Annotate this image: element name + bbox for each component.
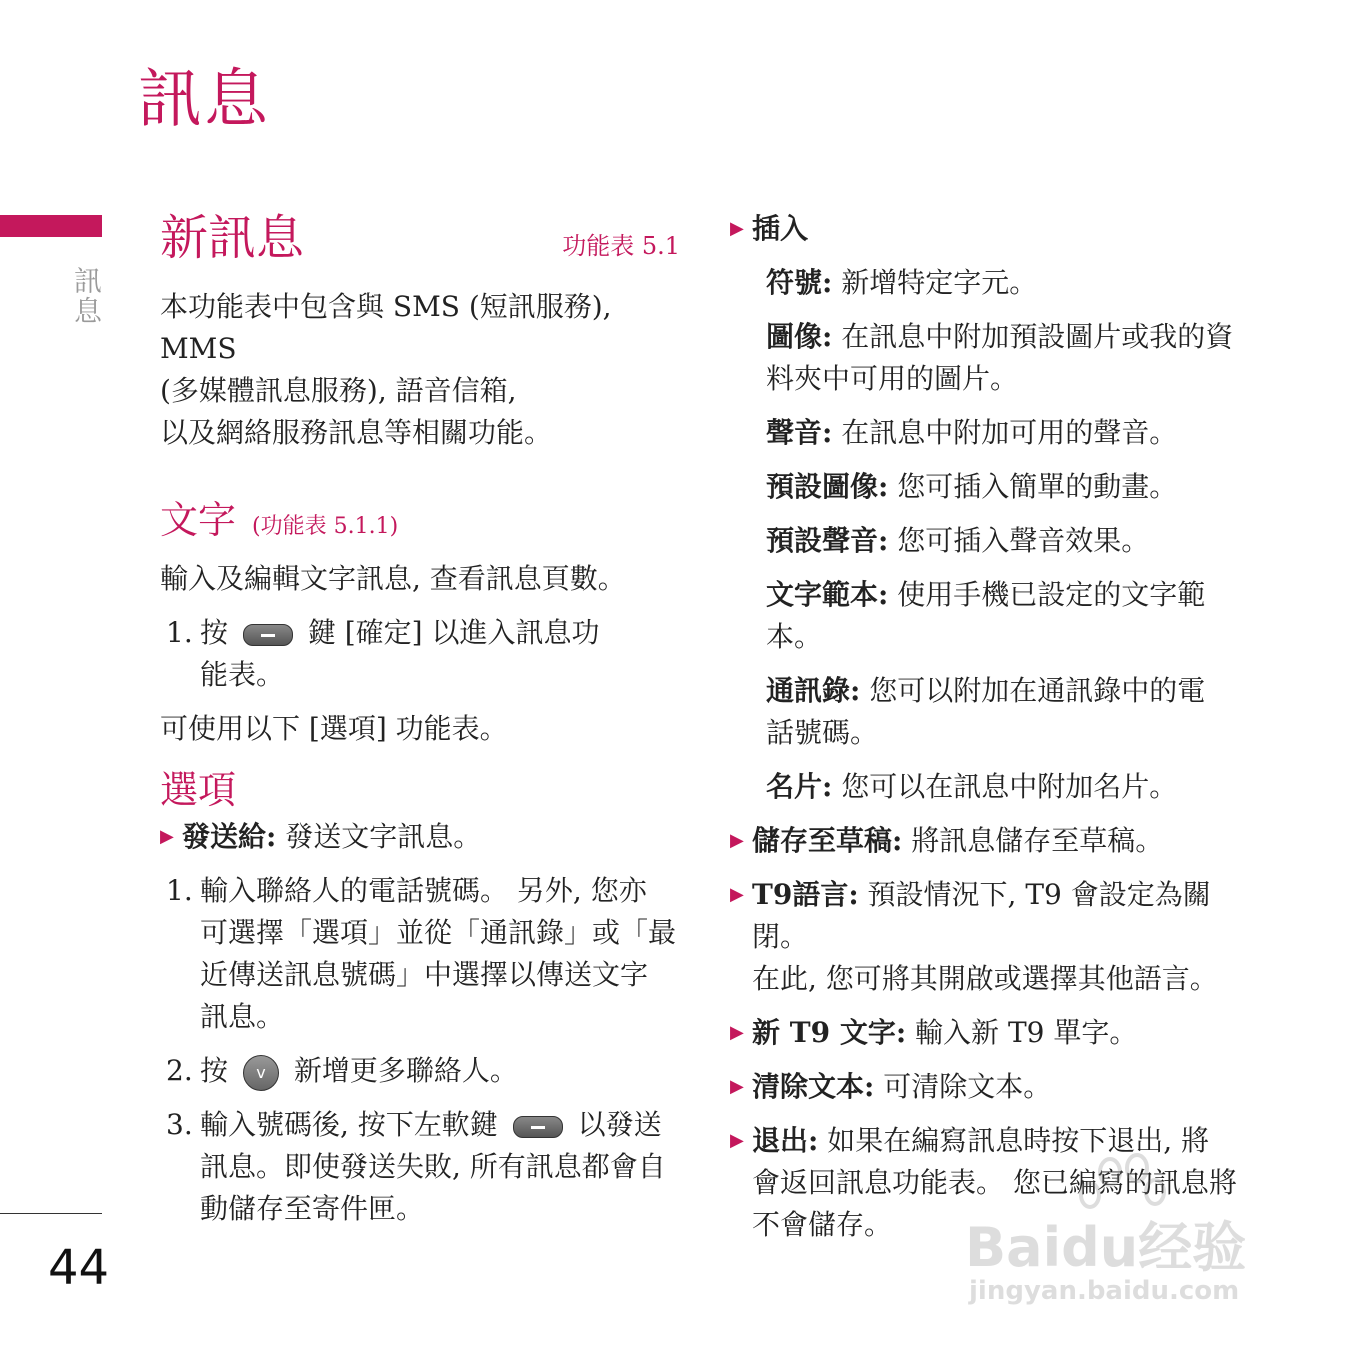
intro-line: (多媒體訊息服務), 語音信箱, [160, 374, 517, 407]
insert-text: 在訊息中附加可用的聲音。 [832, 416, 1178, 449]
page-number: 44 [48, 1240, 110, 1296]
watermark-url: jingyan.baidu.com [969, 1276, 1240, 1306]
option-label: T9語言: [752, 878, 859, 911]
step-text: 新增更多聯絡人。 [293, 1054, 518, 1087]
option-text: 預設情況下, T9 會設定為關閉。 [752, 878, 1211, 953]
insert-text: 使用手機已設定的文字範 [888, 578, 1206, 611]
insert-label: 名片: [766, 770, 833, 803]
side-section-label: 訊息 [70, 266, 103, 326]
step-item [160, 612, 680, 696]
triangle-bullet-icon: ▶ [730, 884, 744, 905]
option-label: 儲存至草稿: [752, 824, 903, 857]
triangle-bullet-icon: ▶ [730, 830, 744, 851]
insert-label: 文字範本: [766, 578, 889, 611]
insert-subitem [766, 574, 1260, 658]
step-text: 近傳送訊息號碼」中選擇以傳送文字 [200, 958, 649, 991]
insert-text: 本。 [766, 620, 823, 653]
section-menu-ref: 功能表 5.1 [562, 232, 680, 260]
triangle-bullet-icon: ▶ [160, 826, 174, 847]
section-heading [160, 208, 680, 268]
intro-line: 本功能表中包含與 SMS (短訊服務), MMS [160, 290, 612, 365]
page-title: 訊息 [138, 63, 270, 137]
insert-label: 圖像: [766, 320, 833, 353]
step-number: 1. [166, 874, 193, 907]
step-text: 可選擇「選項」並從「通訊錄」或「最 [200, 916, 677, 949]
step-number: 3. [166, 1108, 193, 1141]
step-number: 2. [166, 1054, 193, 1087]
triangle-bullet-icon: ▶ [730, 218, 744, 239]
insert-label: 聲音: [766, 416, 833, 449]
option-text: 發送文字訊息。 [276, 820, 482, 853]
step-text: 輸入號碼後, 按下左軟鍵 [200, 1108, 498, 1141]
step-text: 訊息。即使發送失敗, 所有訊息都會自 [200, 1150, 666, 1183]
insert-text: 在訊息中附加預設圖片或我的資 [832, 320, 1234, 353]
insert-text: 您可插入聲音效果。 [888, 524, 1150, 557]
insert-subitem [766, 520, 1260, 562]
baidu-jingyan-watermark [965, 1150, 1285, 1310]
step-item [160, 1104, 680, 1230]
insert-subitem [766, 466, 1260, 508]
insert-text: 您可插入簡單的動畫。 [888, 470, 1178, 503]
subsection-heading [160, 494, 680, 546]
step-text: 按 [200, 616, 229, 649]
insert-text: 您可以附加在通訊錄中的電 [860, 674, 1206, 707]
option-item [730, 208, 1260, 250]
option-label: 清除文本: [752, 1070, 875, 1103]
nav-down-key-icon: v [243, 1055, 279, 1091]
insert-label: 預設聲音: [766, 524, 889, 557]
step-text: 能表。 [200, 658, 285, 691]
option-text: 輸入新 T9 單字。 [906, 1016, 1138, 1049]
intro-line: 以及網絡服務訊息等相關功能。 [160, 416, 553, 449]
left-soft-key-icon [243, 624, 293, 646]
option-item [730, 820, 1260, 862]
insert-subitem [766, 412, 1260, 454]
step-text: 動儲存至寄件匣。 [200, 1192, 425, 1225]
watermark-brand: Bai [965, 1216, 1062, 1279]
step-item [160, 870, 680, 1038]
insert-subitem [766, 766, 1260, 808]
option-label: 插入 [752, 212, 809, 245]
watermark-brand: 经验 [1138, 1216, 1247, 1279]
insert-subitem [766, 316, 1260, 400]
insert-subitem [766, 670, 1260, 754]
option-text: 將訊息儲存至草稿。 [902, 824, 1164, 857]
step-text: 鍵 [確定] 以進入訊息功 [307, 616, 600, 649]
insert-label: 預設圖像: [766, 470, 889, 503]
page-number-divider [0, 1213, 102, 1214]
option-text: 在此, 您可將其開啟或選擇其他語言。 [752, 962, 1218, 995]
triangle-bullet-icon: ▶ [730, 1130, 744, 1151]
option-text: 會返回訊息功能表。 您已編寫的訊息將 [752, 1166, 1237, 1199]
insert-text: 新增特定字元。 [832, 266, 1038, 299]
option-item [730, 1012, 1260, 1054]
insert-label: 通訊錄: [766, 674, 861, 707]
option-item [730, 874, 1260, 1000]
subsection-description: 輸入及編輯文字訊息, 查看訊息頁數。 [160, 562, 626, 595]
triangle-bullet-icon: ▶ [730, 1076, 744, 1097]
right-column [730, 208, 1260, 1246]
insert-text: 話號碼。 [766, 716, 879, 749]
option-text: 不會儲存。 [752, 1208, 893, 1241]
step-text: 以發送 [577, 1108, 662, 1141]
step-text: 訊息。 [200, 1000, 285, 1033]
subsection-menu-ref: (功能表 5.1.1) [252, 514, 399, 539]
step-text: 按 [200, 1054, 229, 1087]
option-label: 退出: [752, 1124, 819, 1157]
step-number: 1. [166, 616, 193, 649]
options-note: 可使用以下 [選項] 功能表。 [160, 712, 508, 745]
option-text: 可清除文本。 [874, 1070, 1052, 1103]
side-accent-bar [0, 215, 102, 237]
step-text: 輸入聯絡人的電話號碼。 另外, 您亦 [200, 874, 647, 907]
insert-subitem [766, 262, 1260, 304]
insert-label: 符號: [766, 266, 833, 299]
triangle-bullet-icon: ▶ [730, 1022, 744, 1043]
option-text: 如果在編寫訊息時按下退出, 將 [818, 1124, 1210, 1157]
watermark-brand: du [1061, 1216, 1139, 1279]
insert-text: 您可以在訊息中附加名片。 [832, 770, 1178, 803]
subsection-title: 文字 [160, 498, 237, 542]
section-title: 新訊息 [160, 210, 305, 266]
option-label: 新 T9 文字: [752, 1016, 907, 1049]
option-label: 發送給: [182, 820, 277, 853]
option-item [730, 1066, 1260, 1108]
insert-text: 料夾中可用的圖片。 [766, 362, 1019, 395]
options-title: 選項 [160, 768, 237, 812]
left-soft-key-icon [513, 1116, 563, 1138]
left-column [160, 208, 680, 1230]
option-item [160, 816, 680, 858]
step-item [160, 1050, 680, 1092]
